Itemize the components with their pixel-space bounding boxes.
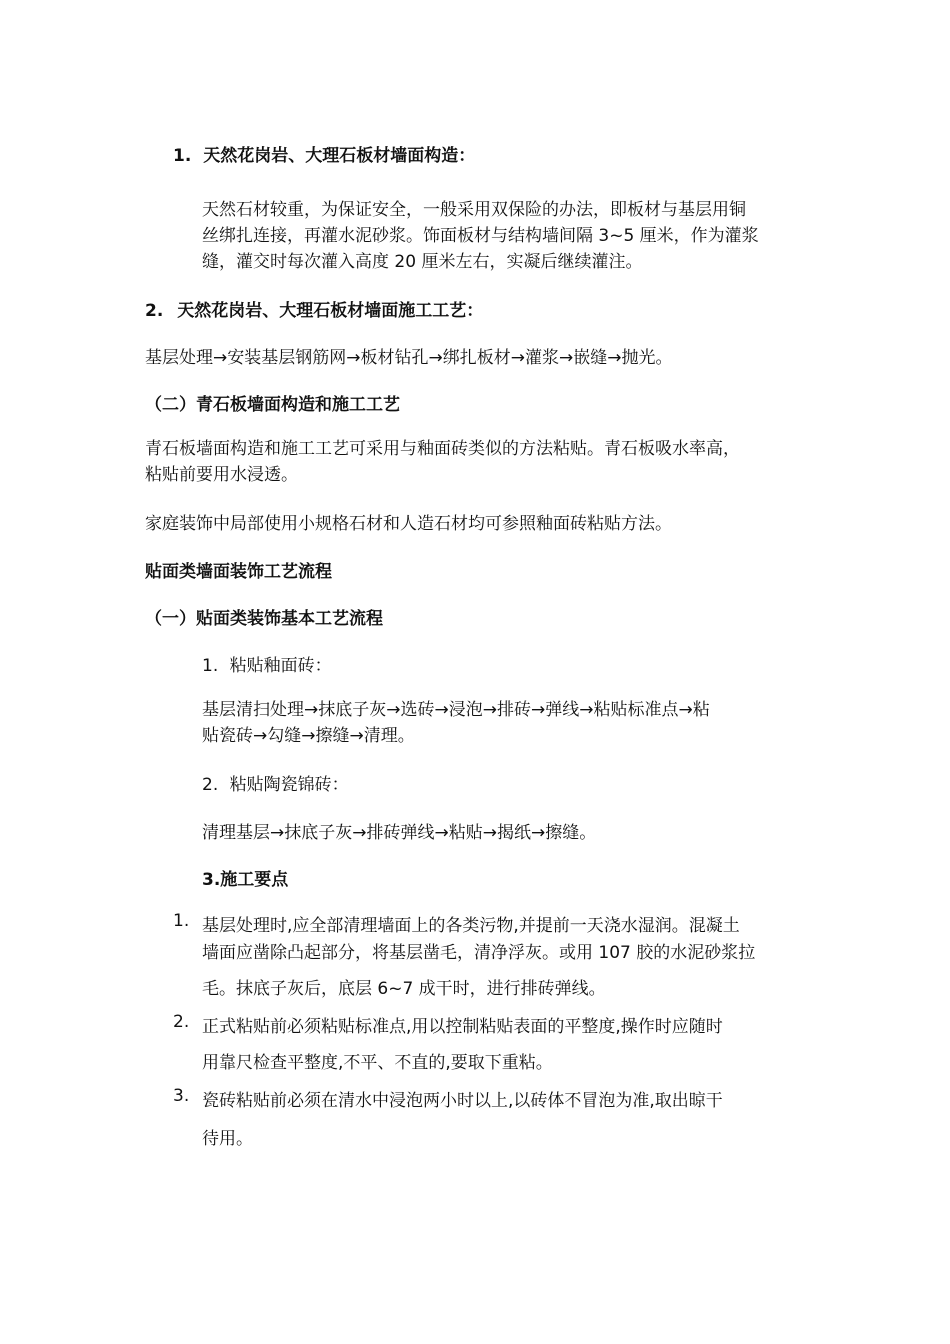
heading-1-number: 1. [173,146,192,166]
heading-1 [173,141,475,166]
paragraph-stone-process: 基层处理→安装基层钢筋网→板材钻孔→绑扎板材→灌浆→嵌缝→抛光。 [145,348,673,368]
list-item-line: 用靠尺检查平整度,不平、不直的,要取下重粘。 [202,1053,553,1073]
paragraph-line: 青石板墙面构造和施工工艺可采用与釉面砖类似的方法粘贴。青石板吸水率高， [145,439,740,459]
paragraph-bluestone [145,436,740,488]
paragraph-glazed-tile-process [202,697,710,749]
paragraph-stone-construction [202,197,759,275]
list-item-line: 瓷砖粘贴前必须在清水中浸泡两小时以上,以砖体不冒泡为准,取出晾干 [202,1091,723,1111]
subheading-key-points: 3.施工要点 [202,870,289,890]
paragraph-line: 天然石材较重，为保证安全，一般采用双保险的办法，即板材与基层用铜 [202,200,746,220]
list-item-line: 待用。 [202,1129,253,1149]
paragraph-line: 丝绑扎连接，再灌水泥砂浆。饰面板材与结构墙间隔 3~5 厘米，作为灌浆 [202,226,759,246]
heading-2-number: 2. [145,301,164,321]
heading-1-text: 天然花岗岩、大理石板材墙面构造： [203,146,476,166]
paragraph-line: 基层清扫处理→抹底子灰→选砖→浸泡→排砖→弹线→粘贴标准点→粘 [202,700,710,720]
subheading-number: 2. [202,775,219,795]
list-item-line: 墙面应凿除凸起部分，将基层凿毛，清净浮灰。或用 107 胶的水泥砂浆拉 [202,943,756,963]
subheading-number: 1. [202,656,219,676]
subheading-text: 粘贴陶瓷锦砖： [229,775,349,795]
paragraph-home-decoration: 家庭装饰中局部使用小规格石材和人造石材均可参照釉面砖粘贴方法。 [145,514,672,534]
section-heading-bluestone: （二）青石板墙面构造和施工工艺 [145,395,400,415]
subheading-mosaic-tile [202,770,349,795]
list-item [173,911,823,1001]
heading-2 [145,296,483,321]
heading-2-text: 天然花岗岩、大理石板材墙面施工工艺： [177,301,484,321]
section-heading-basic-process: （一）贴面类装饰基本工艺流程 [145,609,383,629]
list-item [173,1012,823,1082]
subheading-glazed-tile [202,651,332,676]
paragraph-line: 粘贴前要用水浸透。 [145,465,298,485]
list-item [173,1086,823,1156]
list-item-number: 3. [173,1086,190,1106]
list-item-number: 1. [173,911,190,931]
list-item-number: 2. [173,1012,190,1032]
paragraph-mosaic-process: 清理基层→抹底子灰→排砖弹线→粘贴→揭纸→擦缝。 [202,823,597,843]
section-heading-facing: 贴面类墙面装饰工艺流程 [145,562,332,582]
list-item-line: 基层处理时,应全部清理墙面上的各类污物,并提前一天浇水湿润。混凝土 [202,916,740,936]
list-item-line: 毛。抹底子灰后，底层 6~7 成干时，进行排砖弹线。 [202,979,606,999]
list-item-line: 正式粘贴前必须粘贴标准点,用以控制粘贴表面的平整度,操作时应随时 [202,1017,723,1037]
paragraph-line: 缝，灌交时每次灌入高度 20 厘米左右，实凝后继续灌注。 [202,252,643,272]
subheading-text: 粘贴釉面砖： [229,656,332,676]
paragraph-line: 贴瓷砖→勾缝→擦缝→清理。 [202,726,415,746]
